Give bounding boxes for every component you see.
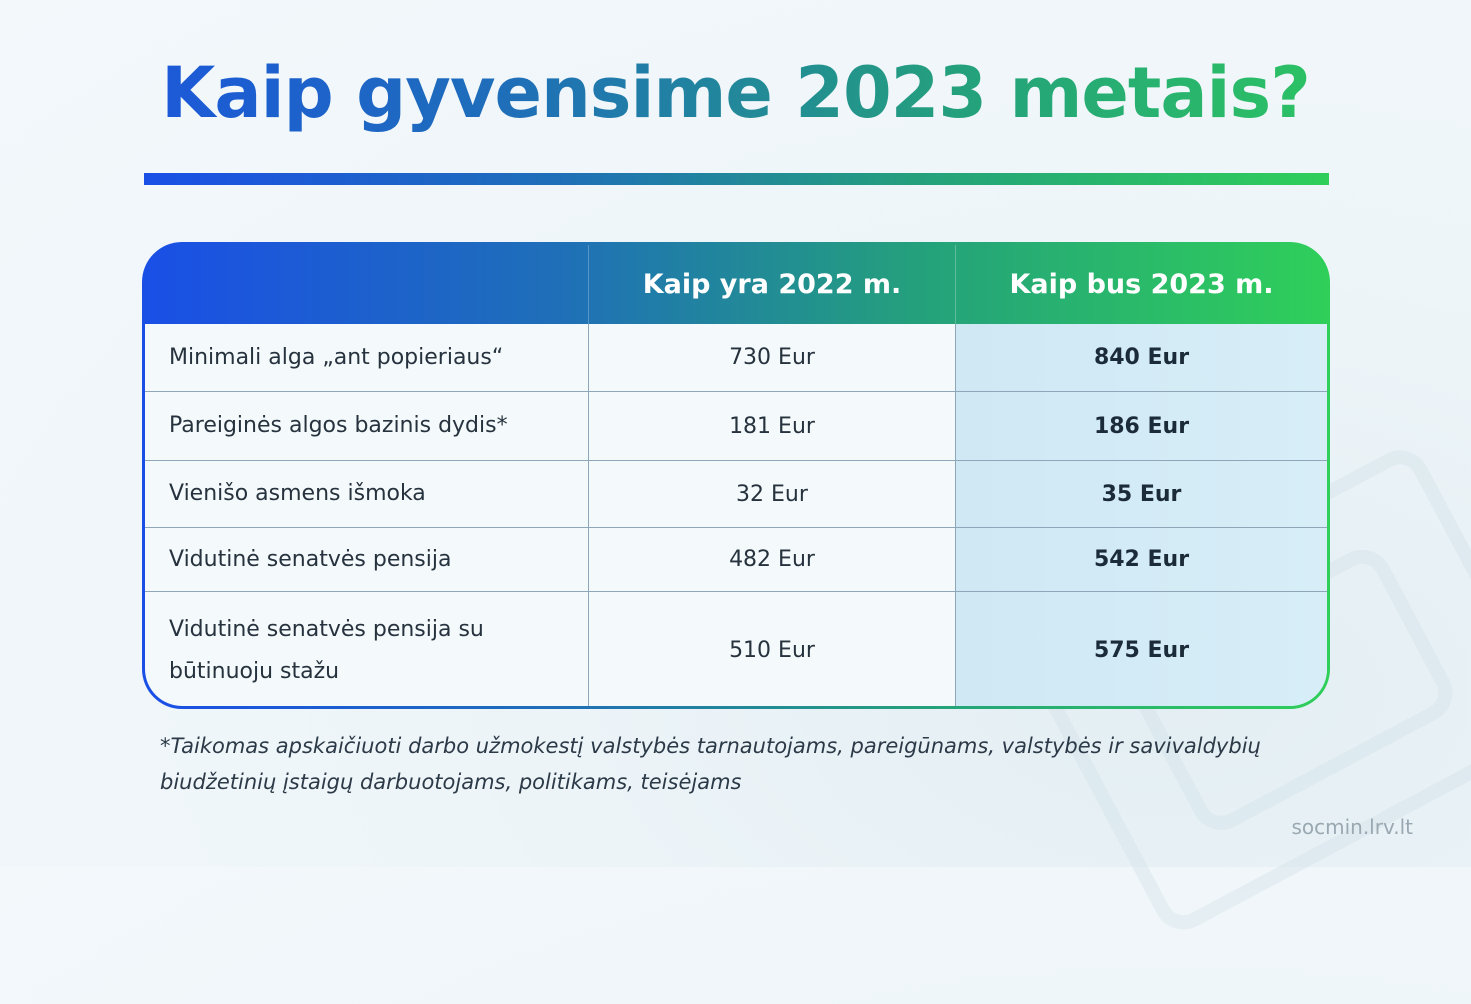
value-2023: 542 Eur	[1093, 547, 1190, 572]
table-row	[145, 528, 1327, 592]
value-2023: 35 Eur	[1101, 481, 1182, 507]
table-row	[145, 392, 1327, 461]
header-2022: Kaip yra 2022 m.	[589, 245, 956, 324]
value-2022: 482 Eur	[589, 528, 956, 591]
value-2022: 181 Eur	[589, 392, 956, 460]
header-2023: Kaip bus 2023 m.	[1009, 269, 1274, 300]
website-url: socmin.lrv.lt	[1291, 815, 1413, 839]
comparison-table	[142, 242, 1330, 709]
value-2022: 32 Eur	[589, 461, 956, 527]
value-2023: 575 Eur	[1093, 638, 1190, 663]
table-row	[145, 324, 1327, 392]
page-title: Kaip gyvensime 2023 metais?	[0, 48, 1471, 138]
value-2023: 840 Eur	[1093, 345, 1190, 370]
row-label: Pareiginės algos bazinis dydis*	[145, 392, 589, 460]
header-empty-cell	[145, 245, 589, 324]
value-2022: 730 Eur	[589, 324, 956, 391]
row-label: Vidutinė senatvės pensija su būtinuoju stažu	[145, 592, 589, 706]
row-label: Vidutinė senatvės pensija	[145, 528, 589, 591]
table-row	[145, 592, 1327, 706]
footnote: *Taikomas apskaičiuoti darbo užmokestį valstybės tarnautojams, pareigūnams, valstybės ir savivaldybių biudžetinių įstaigų darbuotojams, politikams, teisėjams	[160, 734, 1261, 794]
table-row	[145, 461, 1327, 528]
table-header-row	[145, 245, 1327, 324]
table-body	[145, 324, 1327, 706]
value-2022: 510 Eur	[589, 592, 956, 706]
row-label: Minimali alga „ant popieriaus“	[145, 324, 589, 391]
value-2023: 186 Eur	[1093, 413, 1190, 439]
title-underline-divider	[144, 173, 1329, 185]
row-label: Vienišo asmens išmoka	[145, 461, 589, 527]
